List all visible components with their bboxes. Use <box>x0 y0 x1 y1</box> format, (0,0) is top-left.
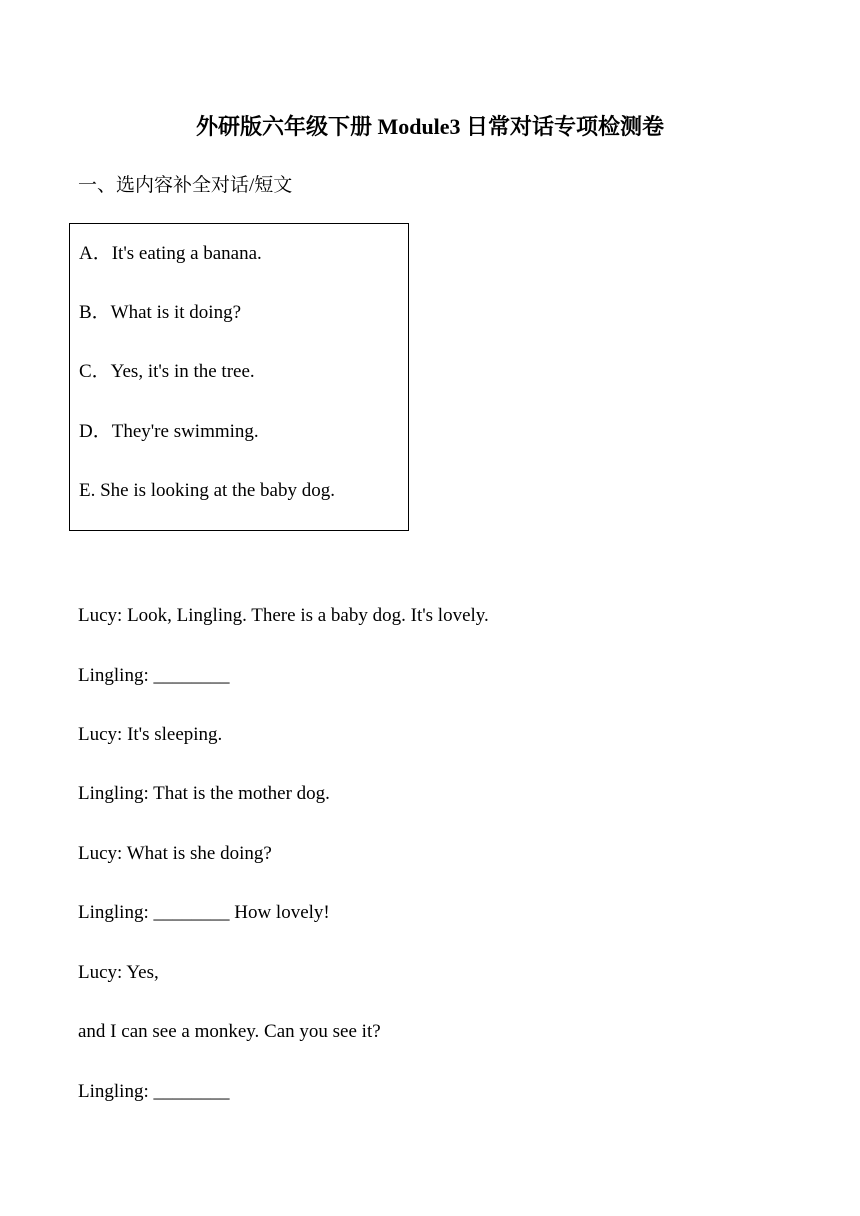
dialogue-line: Lingling: ________ <box>78 665 230 686</box>
dialogue-line: and I can see a monkey. Can you see it? <box>78 1021 381 1042</box>
dialogue-line: Lucy: What is she doing? <box>78 843 272 864</box>
dialogue-line: Lucy: It's sleeping. <box>78 724 223 745</box>
page-title: 外研版六年级下册 Module3 日常对话专项检测卷 <box>195 114 665 139</box>
dialogue-line: Lingling: That is the mother dog. <box>78 783 330 804</box>
option-b: B．What is it doing? <box>79 302 242 323</box>
option-e: E. She is looking at the baby dog. <box>79 480 335 501</box>
option-a: A．It's eating a banana. <box>79 243 262 264</box>
dialogue-line: Lingling: ________ How lovely! <box>78 902 330 923</box>
section-heading: 一、选内容补全对话/短文 <box>78 175 293 196</box>
dialogue-line: Lingling: ________ <box>78 1081 230 1102</box>
dialogue-line: Lucy: Look, Lingling. There is a baby dog. It's lovely. <box>78 605 489 626</box>
dialogue-line: Lucy: Yes, <box>78 962 159 983</box>
options-box <box>69 223 409 531</box>
option-c: C．Yes, it's in the tree. <box>79 361 255 382</box>
option-d: D．They're swimming. <box>79 421 259 442</box>
